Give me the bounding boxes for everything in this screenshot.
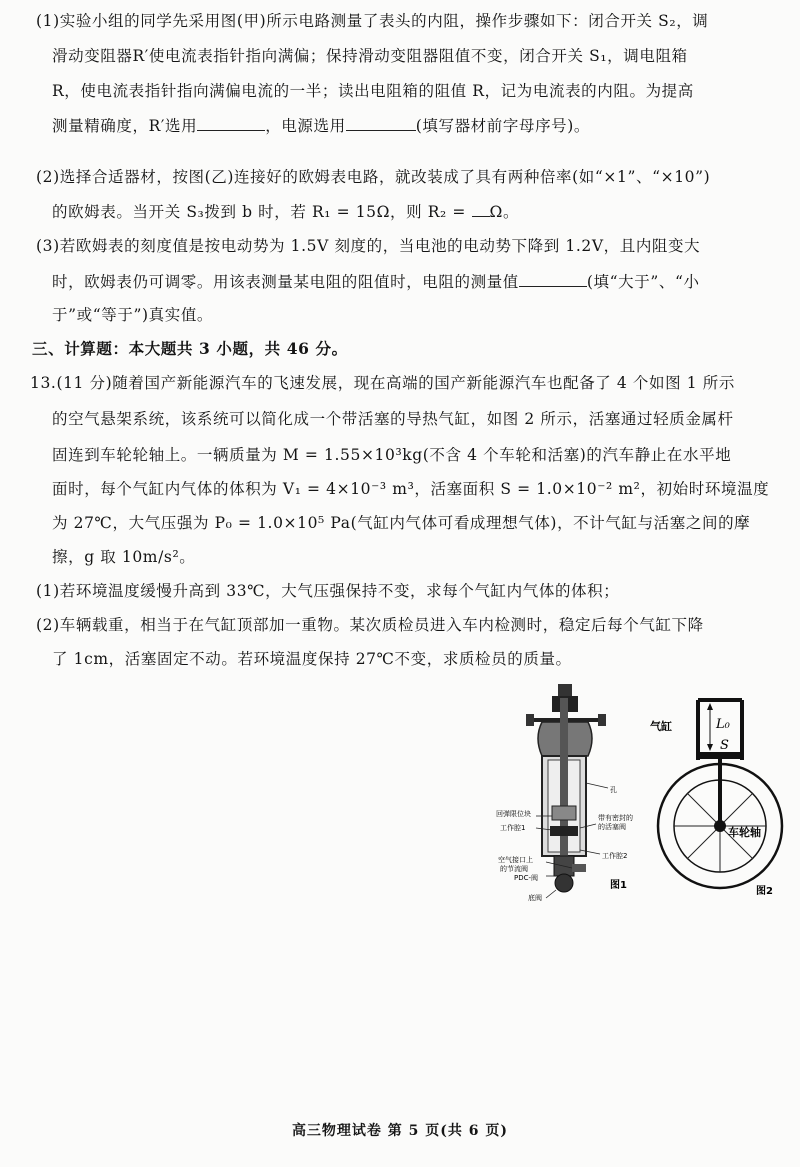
q13-sub2-line1: (2)车辆载重，相当于在气缸顶部加一重物。某次质检员进入车内检测时，稳定后每个气缸下降 (36, 616, 704, 634)
piston (698, 752, 742, 759)
figure1-caption: 图1 (610, 880, 627, 891)
q12-part2-unit: Ω。 (489, 203, 520, 221)
q12-part1-hint: (填写器材前字母序号)。 (415, 117, 591, 135)
q12-part1-line3: R，使电流表指针指向满偏电流的一半；读出电阻箱的阻值 R，记为电流表的内阻。为提高 (52, 82, 694, 100)
answer-blank-rprime[interactable] (197, 114, 265, 131)
fig1-label-pdc: PDC-阀 (514, 874, 539, 882)
q12-part1-line2: 滑动变阻器R′使电流表指针指向满偏；保持滑动变阻器阻值不变，闭合开关 S₁，调电阻箱 (52, 47, 688, 65)
q13-sub1: (1)若环境温度缓慢升高到 33℃，大气压强保持不变，求每个气缸内气体的体积； (36, 582, 620, 600)
figure2-caption: 图2 (756, 886, 773, 897)
figure1-air-suspension (496, 678, 656, 910)
answer-blank-r2[interactable] (472, 200, 490, 217)
piston-rod (718, 759, 722, 823)
q13-line6: 擦，g 取 10m/s²。 (52, 548, 196, 566)
q12-part1-line1: (1)实验小组的同学先采用图(甲)所示电路测量了表头的内阻，操作步骤如下：闭合开关 S₂，调 (36, 12, 709, 30)
page-footer: 高三物理试卷 第 5 页(共 6 页) (291, 1123, 509, 1139)
q13-sub2-line2: 了 1cm，活塞固定不动。若环境温度保持 27℃不变，求质检员的质量。 (52, 650, 572, 668)
fig2-axle-label: 车轮轴 (728, 826, 761, 839)
fig1-label-chamber2: 工作腔2 (602, 852, 628, 860)
q12-part1-power-text: ，电源选用 (265, 117, 346, 135)
fig1-label-valve-a: 带有密封的 (598, 814, 633, 822)
q12-part3-line1: (3)若欧姆表的刻度值是按电动势为 1.5V 刻度的，当电池的电动势下降到 1.2V，且内阻变大 (36, 237, 701, 255)
q13-line3: 固连到车轮轮轴上。一辆质量为 M = 1.55×10³kg(不含 4 个车轮和活塞)的汽车静止在水平地 (52, 446, 732, 464)
fig1-label-chamber1: 工作腔1 (500, 824, 526, 832)
answer-blank-power[interactable] (346, 114, 416, 131)
q12-part3-line2 (52, 270, 700, 293)
q12-part2-line2-text: 的欧姆表。当开关 S₃拨到 b 时，若 R₁ = 15Ω，则 R₂ = (52, 203, 472, 221)
q12-part2-line2 (52, 200, 519, 223)
fig2-s-label: S (720, 738, 729, 753)
fig1-label-air-b: 的节流阀 (500, 865, 528, 873)
q12-part3-line2-text: 时，欧姆表仍可调零。用该表测量某电阻的阻值时，电阻的测量值 (52, 273, 519, 291)
q13-line2: 的空气悬架系统，该系统可以简化成一个带活塞的导热气缸，如图 2 所示，活塞通过轻质金属杆 (52, 410, 734, 428)
q12-part1-line4 (52, 114, 590, 137)
q12-part2-line1: (2)选择合适器材，按图(乙)连接好的欧姆表电路，就改装成了具有两种倍率(如“×1”、“×10”) (36, 168, 711, 186)
fig1-label-hole: 孔 (610, 786, 617, 794)
fig2-l0-label: L₀ (716, 717, 730, 732)
q13-line4: 面时，每个气缸内气体的体积为 V₁ = 4×10⁻³ m³，活塞面积 S = 1.0×10⁻² m²，初始时环境温度 (52, 480, 770, 498)
fig1-label-valve-b: 的活塞阀 (598, 823, 626, 831)
fig2-cylinder-label: 气缸 (650, 720, 672, 733)
figure2-cylinder-wheel (640, 690, 790, 902)
q13-line1: 13.(11 分)随着国产新能源汽车的飞速发展，现在高端的国产新能源汽车也配备了 4 个如图 1 所示 (30, 374, 735, 392)
q12-part3-hint: (填“大于”、“小 (586, 273, 700, 291)
top-mount-icon (558, 684, 572, 698)
q12-part3-line3: 于”或“等于”)真实值。 (52, 306, 214, 324)
q12-part1-line4-text: 测量精确度，R′选用 (52, 117, 198, 135)
fig1-label-bottom: 底阀 (528, 894, 542, 902)
q13-line5: 为 27℃，大气压强为 P₀ = 1.0×10⁵ Pa(气缸内气体可看成理想气体)，不计气缸与活塞之间的摩 (52, 514, 751, 532)
fig1-label-air-a: 空气接口上 (498, 856, 533, 864)
answer-blank-measured[interactable] (519, 270, 587, 287)
section-3-heading: 三、计算题：本大题共 3 小题，共 46 分。 (32, 339, 348, 358)
fig1-label-stop: 回弹限位块 (496, 810, 531, 818)
